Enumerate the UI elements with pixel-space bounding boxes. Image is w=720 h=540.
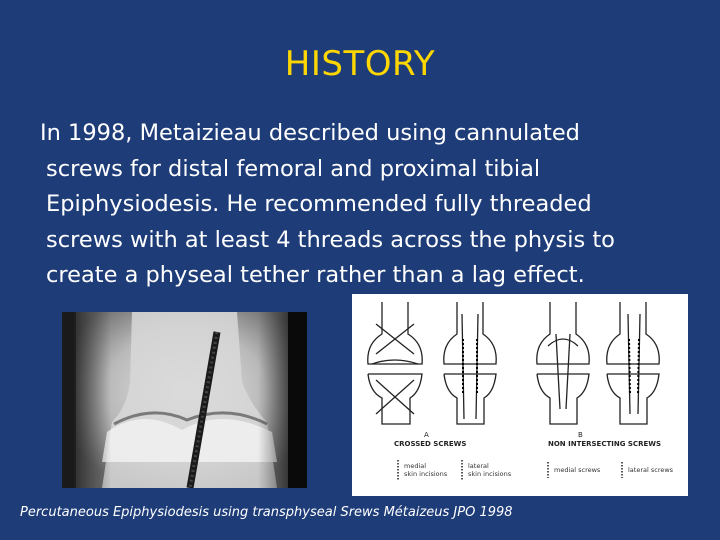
legend-a-left-2: skin incisions xyxy=(404,470,448,478)
label-a-letter: A xyxy=(424,431,429,439)
legend-b-right: lateral screws xyxy=(628,466,674,474)
body-line-5: create a physeal tether rather than a lag effect. xyxy=(46,262,585,288)
xray-graphic xyxy=(62,312,307,488)
body-text xyxy=(30,116,710,294)
body-line-2: screws for distal femoral and proximal tibial xyxy=(46,155,541,182)
label-a: CROSSED SCREWS xyxy=(394,440,467,448)
body-line-3: Epiphysiodesis. He recommended fully threaded xyxy=(46,191,592,217)
legend-a-left-1: medial xyxy=(404,462,427,470)
body-line-1: In 1998, Metaizieau described using cannulated xyxy=(40,120,580,146)
label-b: NON INTERSECTING SCREWS xyxy=(548,440,662,448)
legend-a-right-1: lateral xyxy=(468,462,489,470)
xray-image xyxy=(62,312,307,488)
screw-diagram xyxy=(352,294,688,496)
screw-diagram-graphic xyxy=(352,294,688,496)
legend-b-left: medial screws xyxy=(554,466,601,474)
body-line-4: screws with at least 4 threads across the physis to xyxy=(46,226,615,253)
label-b-letter: B xyxy=(578,431,583,439)
slide-title: HISTORY xyxy=(284,44,436,84)
legend-a-right-2: skin incisions xyxy=(468,470,512,478)
image-caption: Percutaneous Epiphysiodesis using transphyseal Srews Métaizeus JPO 1998 xyxy=(20,505,513,520)
